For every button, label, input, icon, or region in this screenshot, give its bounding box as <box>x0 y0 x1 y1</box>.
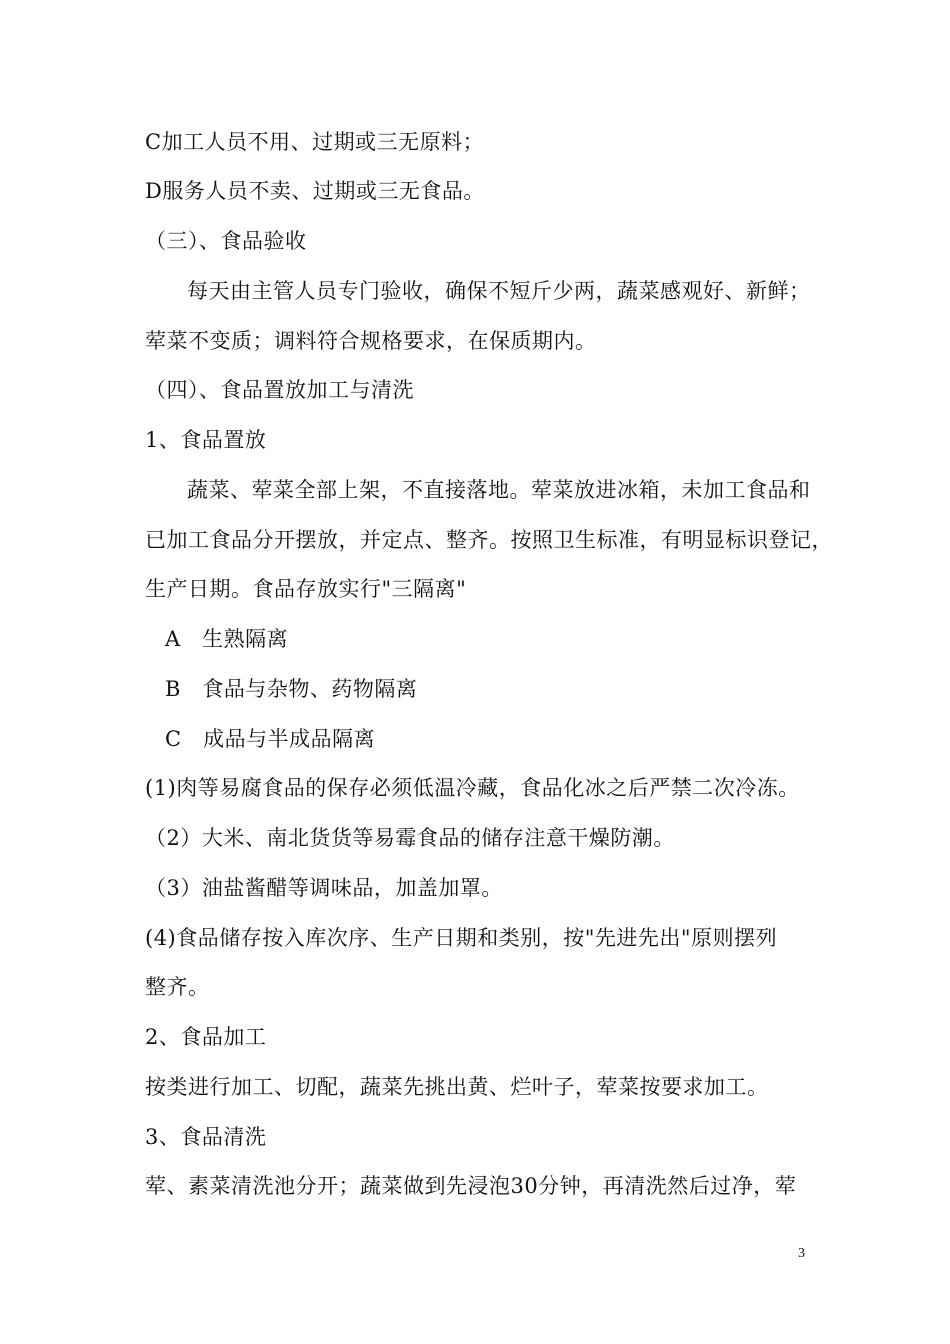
list-item-c: C 成品与半成品隔离 <box>165 727 376 751</box>
subheading-food-processing: 2、食品加工 <box>145 1025 267 1049</box>
paragraph-inspection-line-1: 每天由主管人员专门验收，确保不短斤少两，蔬菜感观好、新鲜； <box>187 279 811 303</box>
rule-2-dry-goods: （2）大米、南北货货等易霉食品的储存注意干燥防潮。 <box>145 826 675 850</box>
page-number: 3 <box>798 1246 805 1261</box>
rule-1-perishables: (1)肉等易腐食品的保存必须低温冷藏，食品化冰之后严禁二次冷冻。 <box>145 776 800 800</box>
list-item-a: A 生熟隔离 <box>165 627 289 651</box>
section-heading-storage-processing-cleaning: （四）、食品置放加工与清洗 <box>145 378 414 402</box>
rule-3-condiments: （3）油盐酱醋等调味品，加盖加罩。 <box>145 876 503 900</box>
rule-4-fifo-line-2: 整齐。 <box>145 975 210 999</box>
paragraph-storage-line-1: 蔬菜、荤菜全部上架，不直接落地。荤菜放进冰箱，未加工食品和 <box>187 478 811 502</box>
subheading-food-cleaning: 3、食品清洗 <box>145 1125 267 1149</box>
paragraph-storage-line-2: 已加工食品分开摆放，并定点、整齐。按照卫生标准，有明显标识登记， <box>145 528 833 552</box>
rule-4-fifo-line-1: (4)食品储存按入库次序、生产日期和类别，按"先进先出"原则摆列 <box>145 926 778 950</box>
paragraph-inspection-line-2: 荤菜不变质；调料符合规格要求，在保质期内。 <box>145 329 597 353</box>
section-heading-food-inspection: （三）、食品验收 <box>145 229 307 253</box>
subheading-food-storage: 1、食品置放 <box>145 428 267 452</box>
text-line-d-service: D服务人员不卖、过期或三无食品。 <box>145 179 485 203</box>
text-line-c-processing: C加工人员不用、过期或三无原料； <box>145 130 485 154</box>
paragraph-cleaning: 荤、素菜清洗池分开；蔬菜做到先浸泡30分钟，再清洗然后过净，荤 <box>145 1174 797 1198</box>
paragraph-processing: 按类进行加工、切配，蔬菜先挑出黄、烂叶子，荤菜按要求加工。 <box>145 1075 769 1099</box>
list-item-b: B 食品与杂物、药物隔离 <box>165 677 418 701</box>
paragraph-storage-line-3: 生产日期。食品存放实行"三隔离" <box>145 577 467 601</box>
